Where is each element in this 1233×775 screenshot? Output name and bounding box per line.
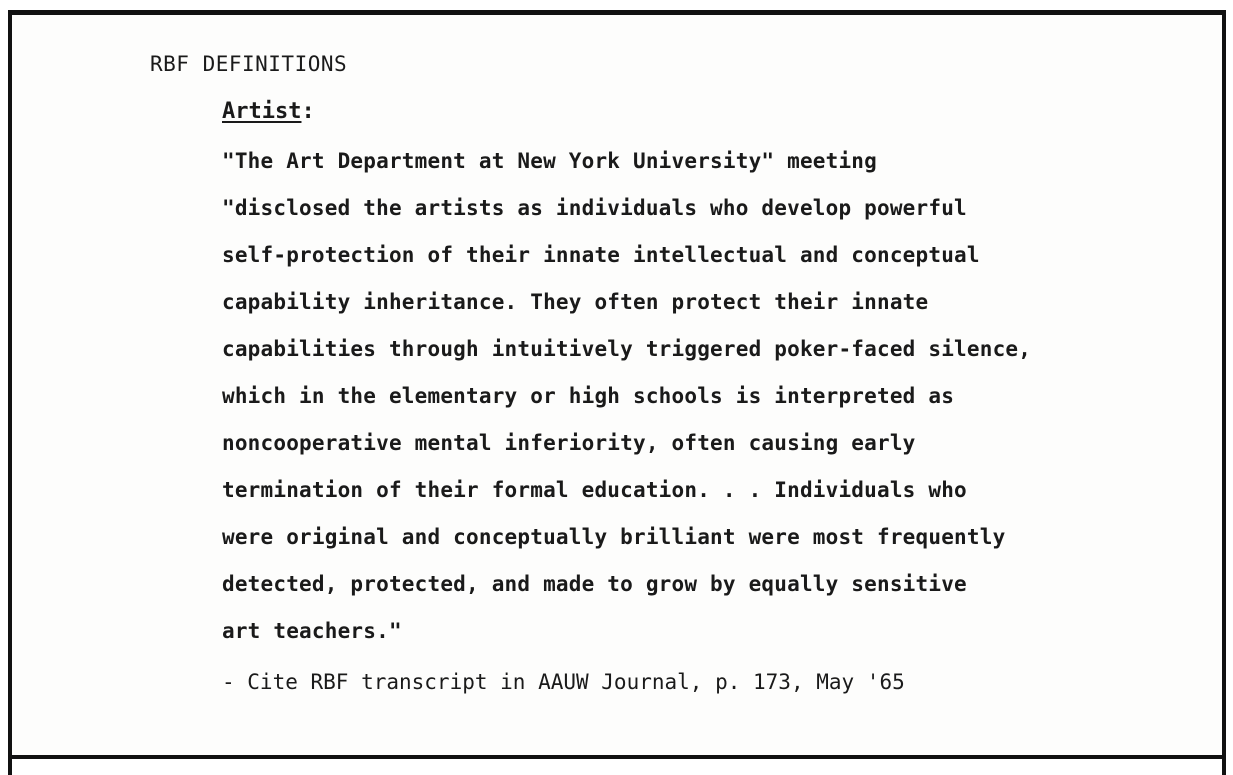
quote-line: were original and conceptually brilliant were most frequently: [222, 525, 1006, 549]
next-card-edge: [8, 758, 1226, 775]
citation-line: - Cite RBF transcript in AAUW Journal, p. 173, May '65: [222, 670, 905, 694]
quote-line: which in the elementary or high schools is interpreted as: [222, 384, 955, 408]
quote-line: self-protection of their innate intellectual and conceptual: [222, 243, 980, 267]
term-word: Artist: [222, 99, 302, 124]
document-heading: RBF DEFINITIONS: [150, 52, 348, 76]
term-colon: :: [301, 99, 315, 124]
quote-line: noncooperative mental inferiority, often causing early: [222, 431, 916, 455]
quote-line: detected, protected, and made to grow by equally sensitive: [222, 572, 967, 596]
quote-line: capability inheritance. They often protect their innate: [222, 290, 929, 314]
quote-line: art teachers.": [222, 619, 402, 643]
quote-line: termination of their formal education. . . Individuals who: [222, 478, 967, 502]
quote-line: "The Art Department at New York University" meeting: [222, 149, 877, 173]
quote-line: "disclosed the artists as individuals who develop powerful: [222, 196, 967, 220]
quote-line: capabilities through intuitively triggered poker-faced silence,: [222, 337, 1032, 361]
definition-term: [222, 99, 315, 124]
